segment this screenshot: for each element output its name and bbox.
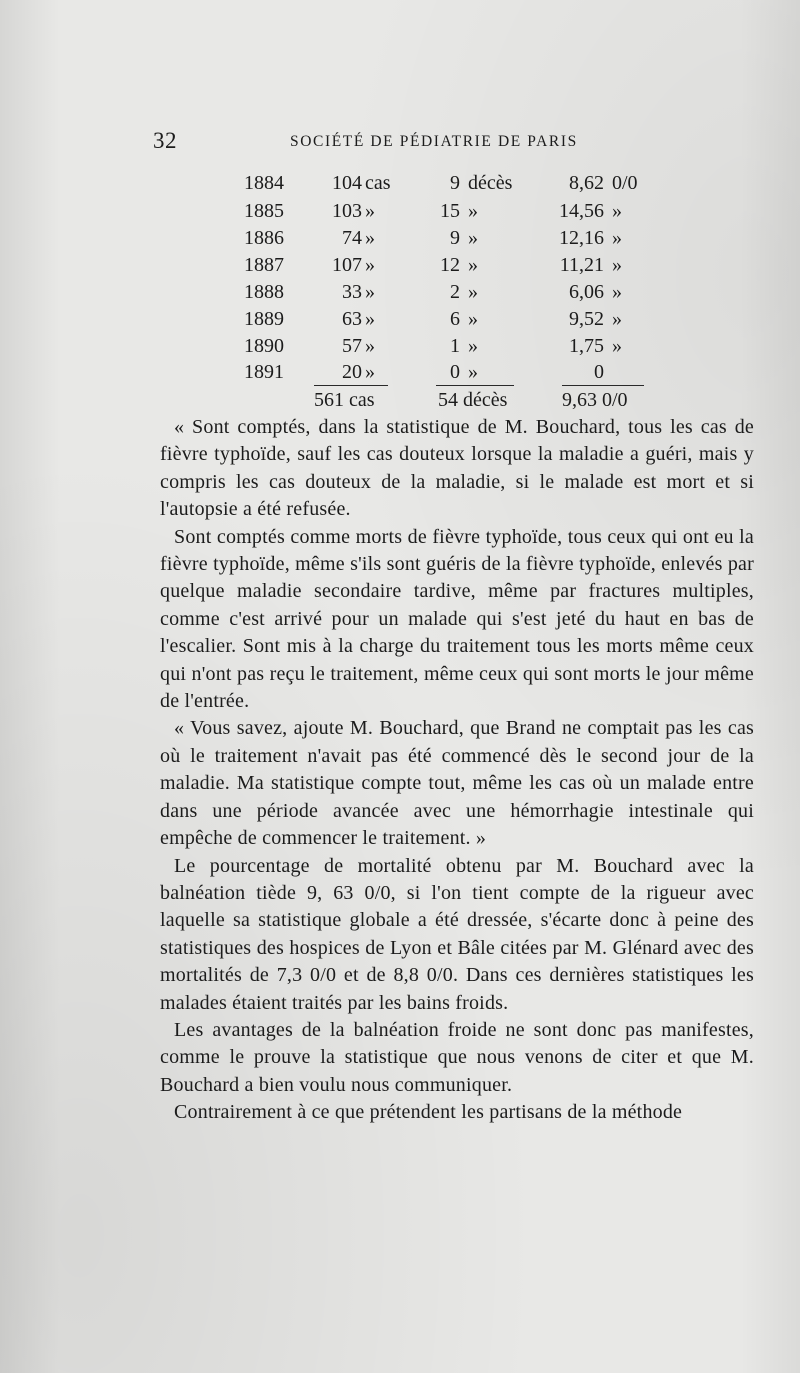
cases-unit: » <box>365 227 375 249</box>
deaths-unit: » <box>468 200 478 222</box>
deaths-unit: » <box>468 361 478 383</box>
cases-unit: cas <box>365 172 391 194</box>
percent-unit: » <box>612 254 622 276</box>
deaths-unit: décès <box>468 172 513 194</box>
percent-cell: 11,21 <box>559 254 604 276</box>
total-percent: 9,63 0/0 <box>562 389 628 411</box>
paragraph: Le pourcentage de mortalité obtenu par M. Bouchard avec la balnéation tiède 9, 63 0/0, si l'on tient compte de la rigueur avec laquelle sa statistique globale a été dressée, s'écarte donc à peine des statistiques des hospices de Lyon et Bâle citées par M. Glénard avec des mortalités de 7,3 0/0 et de 8,8 0/0. Dans ces dernières statistiques les malades étaient traités par les bains froids. <box>160 854 754 1014</box>
year-cell: 1889 <box>244 308 284 330</box>
cases-unit: » <box>365 308 375 330</box>
cases-unit: » <box>365 200 375 222</box>
mortality-table <box>0 0 800 420</box>
year-cell: 1886 <box>244 227 284 249</box>
deaths-unit: » <box>468 227 478 249</box>
cases-unit: » <box>365 361 375 383</box>
year-cell: 1887 <box>244 254 284 276</box>
percent-cell: 12,16 <box>559 227 604 249</box>
percent-unit: » <box>612 335 622 357</box>
percent-unit: 0/0 <box>612 172 638 194</box>
cases-cell: 104 <box>332 172 362 194</box>
deaths-cell: 1 <box>450 335 460 357</box>
total-rule-deaths <box>436 385 514 386</box>
cases-cell: 57 <box>342 335 362 357</box>
percent-unit: » <box>612 308 622 330</box>
deaths-cell: 9 <box>450 172 460 194</box>
percent-cell: 0 <box>594 361 604 383</box>
percent-unit: » <box>612 227 622 249</box>
deaths-cell: 0 <box>450 361 460 383</box>
cases-cell: 33 <box>342 281 362 303</box>
percent-cell: 9,52 <box>569 308 604 330</box>
percent-unit: » <box>612 200 622 222</box>
year-cell: 1891 <box>244 361 284 383</box>
deaths-cell: 9 <box>450 227 460 249</box>
cases-unit: » <box>365 254 375 276</box>
deaths-cell: 2 <box>450 281 460 303</box>
percent-cell: 14,56 <box>559 200 604 222</box>
deaths-unit: » <box>468 281 478 303</box>
percent-unit: » <box>612 281 622 303</box>
total-rule-percent <box>562 385 644 386</box>
running-head: SOCIÉTÉ DE PÉDIATRIE DE PARIS <box>290 133 578 150</box>
total-deaths: 54 décès <box>438 389 508 411</box>
year-cell: 1885 <box>244 200 284 222</box>
deaths-unit: » <box>468 254 478 276</box>
deaths-cell: 6 <box>450 308 460 330</box>
cases-unit: » <box>365 335 375 357</box>
deaths-cell: 12 <box>440 254 460 276</box>
paragraph: « Vous savez, ajoute M. Bouchard, que Brand ne comptait pas les cas où le traitement n'avait pas été commencé dès le second jour de la maladie. Ma statistique compte tout, même les cas où un malade entre dans une période avancée avec une hémorrhagie intestinale qui empêche de commencer le traitement. » <box>160 717 754 850</box>
year-cell: 1888 <box>244 281 284 303</box>
paragraph: « Sont comptés, dans la statistique de M. Bouchard, tous les cas de fièvre typhoïde, sauf les cas douteux lorsque la maladie a guéri, mais y compris les cas douteux de la maladie, si le malade est mort et si l'autopsie a été refusée. <box>160 416 754 521</box>
total-rule-cases <box>314 385 388 386</box>
percent-cell: 1,75 <box>569 335 604 357</box>
total-cases: 561 cas <box>314 389 375 411</box>
year-cell: 1884 <box>244 172 284 194</box>
page-number: 32 <box>153 128 177 153</box>
deaths-unit: » <box>468 335 478 357</box>
cases-cell: 103 <box>332 200 362 222</box>
paragraph: Sont comptés comme morts de fièvre typhoïde, tous ceux qui ont eu la fièvre typhoïde, même s'ils sont guéris de la fièvre typhoïde, enlevés par quelque maladie secondaire tardive, même par fractures multiples, comme c'est arrivé pour un malade qui s'est jeté du haut en bas de l'escalier. Sont mis à la charge du traitement tous les morts même ceux qui n'ont pas reçu le traitement, même ceux qui sont morts le jour même de l'entrée. <box>160 525 754 713</box>
paragraph: Contrairement à ce que prétendent les partisans de la méthode <box>174 1101 683 1124</box>
cases-cell: 63 <box>342 308 362 330</box>
cases-cell: 74 <box>342 227 362 249</box>
percent-cell: 8,62 <box>569 172 604 194</box>
cases-unit: » <box>365 281 375 303</box>
deaths-cell: 15 <box>440 200 460 222</box>
body-text <box>160 414 754 1127</box>
cases-cell: 20 <box>342 361 362 383</box>
deaths-unit: » <box>468 308 478 330</box>
percent-cell: 6,06 <box>569 281 604 303</box>
cases-cell: 107 <box>332 254 362 276</box>
paragraph: Les avantages de la balnéation froide ne sont donc pas manifestes, comme le prouve la statistique que nous venons de citer et que M. Bouchard a bien voulu nous communiquer. <box>160 1018 754 1096</box>
year-cell: 1890 <box>244 335 284 357</box>
